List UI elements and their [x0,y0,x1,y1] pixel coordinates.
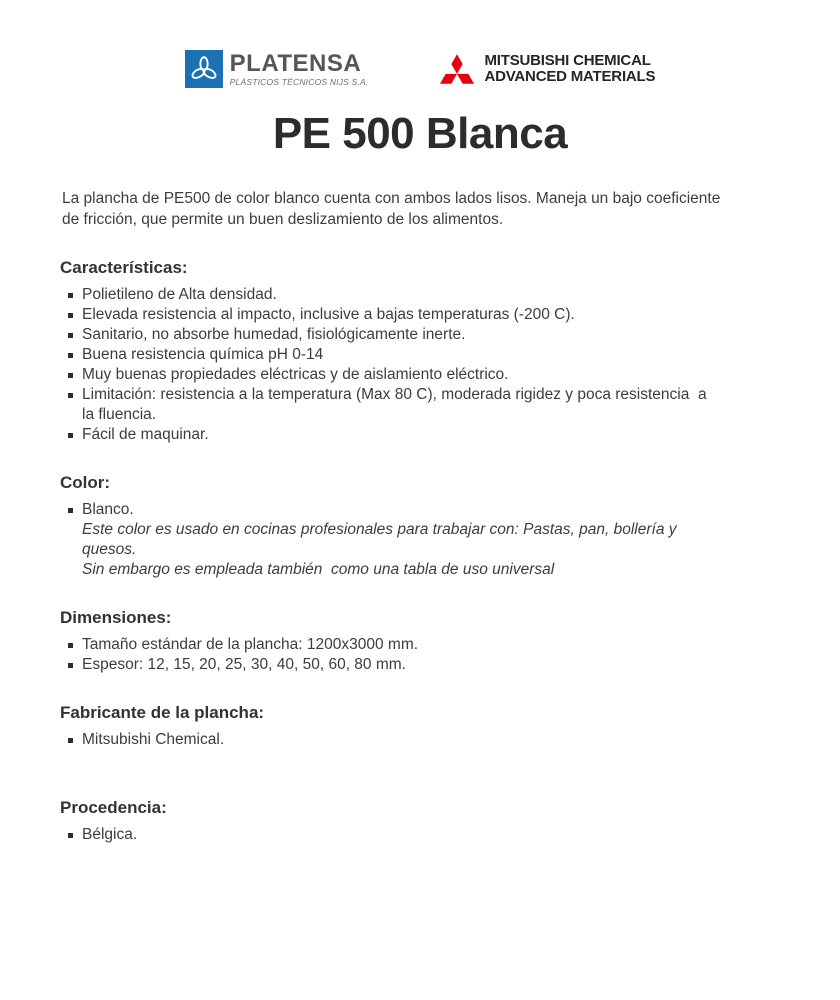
list-item-line: Buena resistencia química pH 0-14 [82,346,324,363]
list-item-line: la fluencia. [82,406,157,423]
section-heading: Dimensiones: [60,608,172,627]
section-heading: Características: [60,258,188,277]
bullet-list [60,285,784,445]
list-item [60,325,784,345]
list-item-line: Muy buenas propiedades eléctricas y de aislamiento eléctrico. [82,366,509,383]
list-item [60,305,784,325]
intro-paragraph [62,188,784,230]
platensa-logo [185,50,369,88]
square-bullet-icon [68,353,73,358]
list-item-text [82,825,137,845]
list-item-line: Sin embargo es empleada también como una tabla de uso universal [82,561,555,578]
list-item-line: Fácil de maquinar. [82,426,209,443]
list-item [60,500,784,580]
list-item [60,825,784,845]
square-bullet-icon [68,373,73,378]
list-item-line: quesos. [82,541,137,558]
list-item [60,385,784,425]
section-heading: Procedencia: [60,798,167,817]
list-item-line: Elevada resistencia al impacto, inclusive a bajas temperaturas (-200 C). [82,306,575,323]
square-bullet-icon [68,663,73,668]
list-item-line: Sanitario, no absorbe humedad, fisiológicamente inerte. [82,326,466,343]
square-bullet-icon [68,433,73,438]
list-item-text [82,365,508,385]
list-item-text [82,425,209,445]
section-heading: Color: [60,473,111,492]
list-item-line: Bélgica. [82,826,138,843]
square-bullet-icon [68,643,73,648]
section-dimensiones [60,608,784,675]
mitsubishi-three-diamonds-icon [440,54,474,84]
platensa-text [229,49,369,87]
square-bullet-icon [68,833,73,838]
mitsubishi-logo [440,53,655,85]
section-fabricante-de-la-plancha [60,703,784,750]
platensa-trefoil-icon [185,50,223,88]
list-item-text [82,345,323,365]
list-item-line: Espesor: 12, 15, 20, 25, 30, 40, 50, 60, 80 mm. [82,656,406,673]
intro-line-2: de fricción, que permite un buen deslizamiento de los alimentos. [62,211,504,228]
list-item [60,635,784,655]
bullet-list [60,730,784,750]
section-procedencia [60,798,784,845]
list-item-line: Blanco. [82,501,134,518]
list-item [60,365,784,385]
sections-container [60,258,784,845]
list-item-text [82,635,418,655]
list-item [60,655,784,675]
section-caracteristicas [60,258,784,445]
intro-line-1: La plancha de PE500 de color blanco cuenta con ambos lados lisos. Maneja un bajo coeficiente [62,190,721,207]
square-bullet-icon [68,738,73,743]
section-heading: Fabricante de la plancha: [60,703,265,722]
square-bullet-icon [68,313,73,318]
square-bullet-icon [68,293,73,298]
bullet-list [60,635,784,675]
list-item-text [82,285,277,305]
list-item-text [82,655,406,675]
square-bullet-icon [68,508,73,513]
header-logos [0,0,840,88]
list-item-text [82,325,465,345]
list-item-line: Limitación: resistencia a la temperatura (Max 80 C), moderada rigidez y poca resistencia a [82,386,707,403]
list-item [60,285,784,305]
mitsubishi-wordmark-line2: ADVANCED MATERIALS [484,68,656,85]
list-item [60,730,784,750]
list-item [60,425,784,445]
page-title: PE 500 Blanca [272,109,568,158]
square-bullet-icon [68,333,73,338]
list-item [60,345,784,365]
list-item-text [82,730,224,750]
list-item-text [82,305,575,325]
square-bullet-icon [68,393,73,398]
mitsubishi-wordmark [484,53,655,85]
bullet-list [60,500,784,580]
bullet-list [60,825,784,845]
platensa-tagline: PLÁSTICOS TÉCNICOS NIJS S.A. [229,76,369,87]
list-item-line: Polietileno de Alta densidad. [82,286,277,303]
list-item-line: Tamaño estándar de la plancha: 1200x3000 mm. [82,636,419,653]
list-item-line: Este color es usado en cocinas profesionales para trabajar con: Pastas, pan, bollería y [82,521,677,538]
platensa-wordmark: PLATENSA [229,49,362,77]
list-item-text [82,500,677,580]
mitsubishi-wordmark-line1: MITSUBISHI CHEMICAL [484,52,651,69]
section-color [60,473,784,580]
list-item-text [82,385,707,425]
list-item-line: Mitsubishi Chemical. [82,731,225,748]
